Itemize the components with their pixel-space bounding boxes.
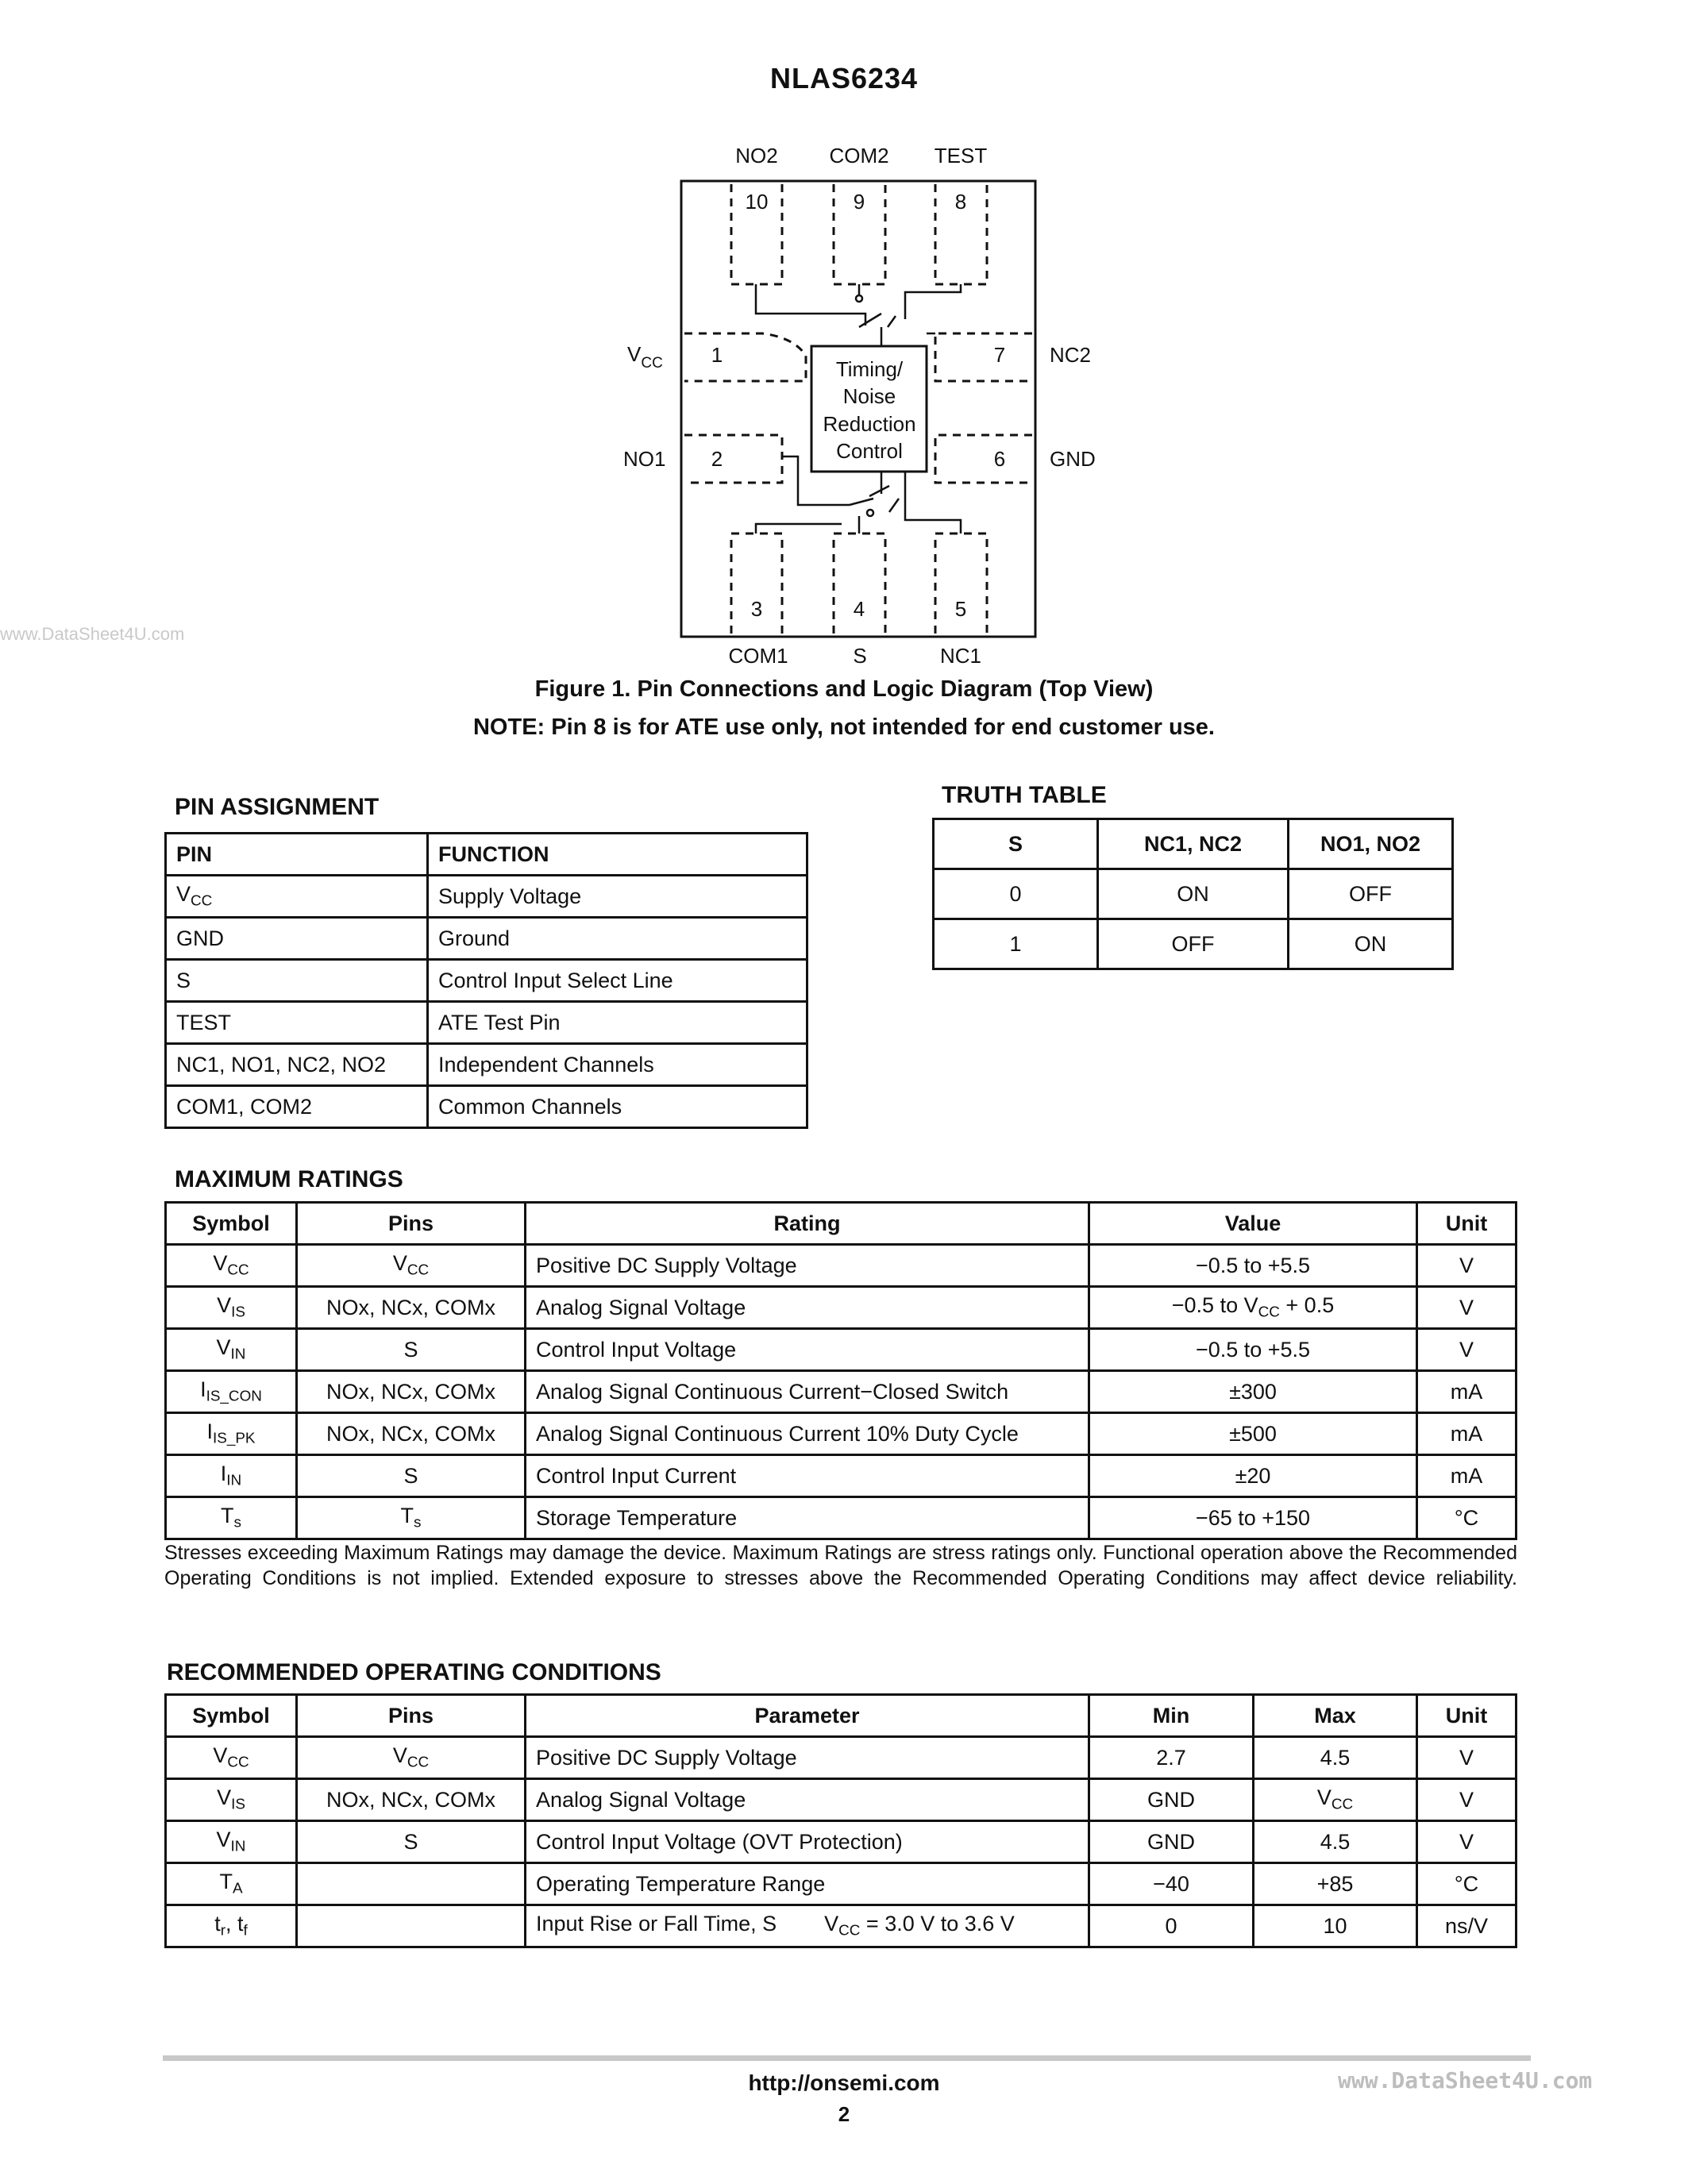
rating-cell: Storage Temperature (526, 1497, 1089, 1539)
unit-cell: V (1417, 1821, 1517, 1863)
label-no2: NO2 (735, 144, 778, 168)
parameter-cell: Input Rise or Fall Time, S $V_{CC} = 3.0$ V to 3.6 V (526, 1905, 1089, 1947)
column-header: FUNCTION (428, 834, 807, 876)
pin-assignment-table (164, 832, 808, 1129)
symbol-cell: $I_{IS\_CON}$ (166, 1371, 297, 1413)
table-header-row (166, 1695, 1517, 1737)
table-row (166, 918, 807, 960)
table-row (166, 1329, 1517, 1371)
control-box-line-3: Reduction (823, 412, 916, 436)
value-cell: −65 to +150 (1089, 1497, 1417, 1539)
control-box-line-2: Noise (842, 384, 896, 408)
table-row (166, 1086, 807, 1128)
value-cell: ±500 (1089, 1413, 1417, 1455)
parameter-cell: Operating Temperature Range (526, 1863, 1089, 1905)
control-box-line-4: Control (836, 439, 903, 463)
pins-cell: NOx, NCx, COMx (297, 1287, 526, 1329)
pin-number-4: 4 (853, 597, 865, 621)
column-header: Parameter (526, 1695, 1089, 1737)
symbol-cell: $I_{IS\_PK}$ (166, 1413, 297, 1455)
pin-number-7: 7 (993, 343, 1006, 367)
max-cell: $V_{CC}$ (1254, 1779, 1417, 1821)
pad-6 (935, 435, 1032, 483)
label-s: S (853, 644, 867, 668)
symbol-cell: $V_{CC}$ (166, 1245, 297, 1287)
column-header: PIN (166, 834, 428, 876)
function-cell: Supply Voltage (428, 876, 807, 918)
function-cell: Control Input Select Line (428, 960, 807, 1002)
table-row (166, 1497, 1517, 1539)
max-cell: 4.5 (1254, 1737, 1417, 1779)
column-header: Symbol (166, 1695, 297, 1737)
pin-cell: GND (166, 918, 428, 960)
value-cell: ±300 (1089, 1371, 1417, 1413)
column-header: NO1, NO2 (1289, 819, 1453, 869)
min-cell: −40 (1089, 1863, 1254, 1905)
column-header: NC1, NC2 (1098, 819, 1289, 869)
max-ratings-title: MAXIMUM RATINGS (175, 1166, 403, 1192)
pin-cell: NC1, NO1, NC2, NO2 (166, 1044, 428, 1086)
symbol-cell: $T_s$ (166, 1497, 297, 1539)
unit-cell: °C (1417, 1863, 1517, 1905)
pin-number-9: 9 (853, 190, 865, 214)
footer-url[interactable]: http://onsemi.com (748, 2070, 940, 2095)
truth-table-title: TRUTH TABLE (942, 782, 1107, 808)
page-number: 2 (838, 2102, 850, 2126)
table-cell: 1 (934, 919, 1098, 969)
pad-2 (684, 435, 782, 483)
pin-assignment-title: PIN ASSIGNMENT (175, 794, 380, 820)
rating-cell: Analog Signal Continuous Current−Closed Switch (526, 1371, 1089, 1413)
table-row (166, 1413, 1517, 1455)
label-gnd: GND (1050, 447, 1096, 471)
label-nc1: NC1 (939, 644, 982, 668)
pin-number-1: 1 (711, 343, 723, 367)
label-test: TEST (934, 144, 988, 168)
pins-cell: NOx, NCx, COMx (297, 1779, 526, 1821)
table-row (166, 1002, 807, 1044)
label-com2: COM2 (829, 144, 889, 168)
rating-cell: Analog Signal Continuous Current 10% Duty Cycle (526, 1413, 1089, 1455)
value-cell: −0.5 to +5.5 (1089, 1329, 1417, 1371)
max-ratings-note: Stresses exceeding Maximum Ratings may damage the device. Maximum Ratings are stress ratings only. Functional operation above the Recommended Operating Conditions is not implied. Extended exposure to stresses above the Recommended Operating Conditions may affect device reliability. (164, 1542, 1517, 1589)
truth-table (932, 818, 1454, 970)
unit-cell: mA (1417, 1413, 1517, 1455)
unit-cell: V (1417, 1245, 1517, 1287)
symbol-cell: $I_{IN}$ (166, 1455, 297, 1497)
column-header: Symbol (166, 1203, 297, 1245)
column-header: Value (1089, 1203, 1417, 1245)
pin-cell: S (166, 960, 428, 1002)
max-cell: 10 (1254, 1905, 1417, 1947)
column-header: Rating (526, 1203, 1089, 1245)
unit-cell: V (1417, 1287, 1517, 1329)
max-cell: +85 (1254, 1863, 1417, 1905)
table-header-row (166, 1203, 1517, 1245)
column-header: Pins (297, 1695, 526, 1737)
pin-number-2: 2 (711, 447, 723, 471)
max-ratings-table (164, 1201, 1517, 1540)
symbol-cell: $T_A$ (166, 1863, 297, 1905)
value-cell: −0.5 to +5.5 (1089, 1245, 1417, 1287)
function-cell: Ground (428, 918, 807, 960)
pad-1 (684, 333, 806, 381)
symbol-cell: $t_r$, $t_f$ (166, 1905, 297, 1947)
figure-note: NOTE: Pin 8 is for ATE use only, not intended for end customer use. (472, 715, 1215, 740)
table-row (166, 1905, 1517, 1947)
table-header-row (934, 819, 1453, 869)
unit-cell: V (1417, 1779, 1517, 1821)
table-row (934, 869, 1453, 919)
footer-divider (163, 2055, 1531, 2061)
pins-cell: $T_s$ (297, 1497, 526, 1539)
recommended-conditions-table (164, 1693, 1517, 1948)
unit-cell: mA (1417, 1455, 1517, 1497)
pins-cell: NOx, NCx, COMx (297, 1371, 526, 1413)
rating-cell: Positive DC Supply Voltage (526, 1245, 1089, 1287)
symbol-cell: $V_{IN}$ (166, 1329, 297, 1371)
unit-cell: mA (1417, 1371, 1517, 1413)
column-header: Max (1254, 1695, 1417, 1737)
min-cell: GND (1089, 1779, 1254, 1821)
pin-number-8: 8 (954, 190, 967, 214)
parameter-cell: Positive DC Supply Voltage (526, 1737, 1089, 1779)
table-cell: ON (1289, 919, 1453, 969)
parameter-cell: Analog Signal Voltage (526, 1779, 1089, 1821)
pins-cell (297, 1863, 526, 1905)
function-cell: ATE Test Pin (428, 1002, 807, 1044)
label-vcc: $V_{CC}$ (627, 342, 663, 372)
min-cell: GND (1089, 1821, 1254, 1863)
table-row (166, 1371, 1517, 1413)
table-row (166, 1044, 807, 1086)
table-cell: ON (1098, 869, 1289, 919)
watermark-right: www.DataSheet4U.com (1338, 2067, 1593, 2093)
table-header-row (166, 834, 807, 876)
pin-cell: COM1, COM2 (166, 1086, 428, 1128)
control-box-line-1: Timing/ (835, 357, 904, 381)
table-row (166, 1245, 1517, 1287)
label-no1: NO1 (623, 447, 666, 471)
pins-cell: S (297, 1821, 526, 1863)
rating-cell: Control Input Voltage (526, 1329, 1089, 1371)
pin-cell: TEST (166, 1002, 428, 1044)
pad-7 (935, 333, 1032, 381)
unit-cell: V (1417, 1329, 1517, 1371)
table-cell: 0 (934, 869, 1098, 919)
watermark-left: www.DataSheet4U.com (0, 624, 185, 644)
value-cell: ±20 (1089, 1455, 1417, 1497)
function-cell: Independent Channels (428, 1044, 807, 1086)
table-row (166, 960, 807, 1002)
column-header: Pins (297, 1203, 526, 1245)
symbol-cell: $V_{IS}$ (166, 1287, 297, 1329)
recommended-conditions-title: RECOMMENDED OPERATING CONDITIONS (167, 1659, 661, 1685)
pins-cell (297, 1905, 526, 1947)
table-row (166, 1779, 1517, 1821)
column-header: S (934, 819, 1098, 869)
table-row (166, 1455, 1517, 1497)
max-cell: 4.5 (1254, 1821, 1417, 1863)
table-row (166, 1863, 1517, 1905)
unit-cell: ns/V (1417, 1905, 1517, 1947)
pin-number-10: 10 (745, 190, 769, 214)
table-row (166, 1287, 1517, 1329)
pins-cell: $V_{CC}$ (297, 1737, 526, 1779)
function-cell: Common Channels (428, 1086, 807, 1128)
label-nc2: NC2 (1050, 343, 1092, 367)
symbol-cell: $V_{IS}$ (166, 1779, 297, 1821)
table-cell: OFF (1289, 869, 1453, 919)
pins-cell: S (297, 1329, 526, 1371)
pin-number-3: 3 (750, 597, 763, 621)
parameter-cell: Control Input Voltage (OVT Protection) (526, 1821, 1089, 1863)
document-title: NLAS6234 (769, 62, 919, 94)
column-header: Unit (1417, 1203, 1517, 1245)
column-header: Min (1089, 1695, 1254, 1737)
value-cell: −0.5 to $V_{CC} + 0.5$ (1089, 1287, 1417, 1329)
min-cell: 2.7 (1089, 1737, 1254, 1779)
rating-cell: Analog Signal Voltage (526, 1287, 1089, 1329)
table-cell: OFF (1098, 919, 1289, 969)
symbol-cell: $V_{CC}$ (166, 1737, 297, 1779)
label-com1: COM1 (728, 644, 788, 668)
pins-cell: $V_{CC}$ (297, 1245, 526, 1287)
symbol-cell: $V_{IN}$ (166, 1821, 297, 1863)
table-row (934, 919, 1453, 969)
pin-cell: $V_{CC}$ (166, 876, 428, 918)
column-header: Unit (1417, 1695, 1517, 1737)
min-cell: 0 (1089, 1905, 1254, 1947)
pin-number-6: 6 (993, 447, 1006, 471)
rating-cell: Control Input Current (526, 1455, 1089, 1497)
pin-number-5: 5 (954, 597, 967, 621)
figure-caption: Figure 1. Pin Connections and Logic Diagram (Top View) (534, 676, 1154, 702)
table-row (166, 1737, 1517, 1779)
unit-cell: V (1417, 1737, 1517, 1779)
unit-cell: °C (1417, 1497, 1517, 1539)
table-row (166, 876, 807, 918)
pins-cell: NOx, NCx, COMx (297, 1413, 526, 1455)
table-row (166, 1821, 1517, 1863)
pins-cell: S (297, 1455, 526, 1497)
pin-connection-diagram (603, 135, 1112, 675)
